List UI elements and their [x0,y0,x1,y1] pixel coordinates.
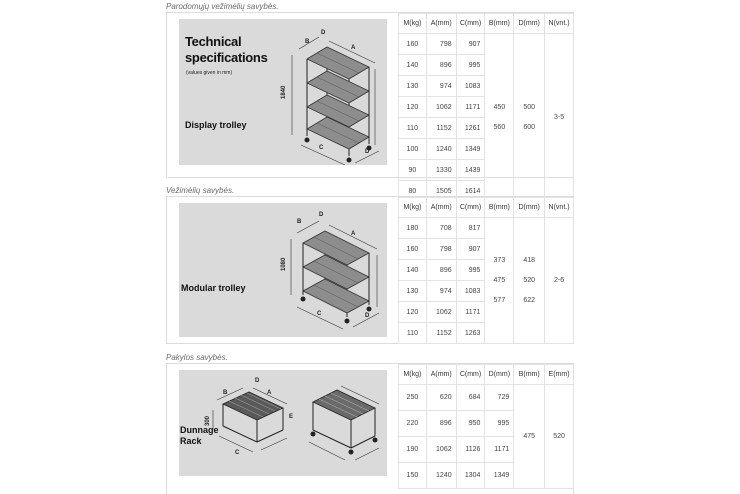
merged-e-cell [545,385,574,489]
dim-c-label: C [235,450,240,456]
cell: 1263 [456,323,485,344]
modular-trolley-figure [179,203,387,337]
section-caption-modular: Vežimėlių savybės. [166,186,235,195]
cell: 896 [426,55,456,76]
cell: 1261 [456,118,485,139]
dunnage-rack-table [398,364,574,489]
cell: 520 [523,276,536,284]
product-name-line2: Rack [180,436,202,446]
cell: 120 [399,97,427,118]
display-trolley-table [398,13,574,202]
cell: 560 [493,123,506,131]
product-name: Display trolley [185,120,247,130]
cell: 1240 [426,139,456,160]
cell: 418 [523,256,536,264]
product-name: Modular trolley [181,283,246,293]
cell: 1349 [485,463,514,489]
cell: 995 [456,260,485,281]
merged-n-cell [545,34,574,202]
display-trolley-drawing [179,19,387,165]
merged-d-cell [514,218,545,344]
dim-b-label: B [223,390,228,396]
merged-n-cell [545,218,574,344]
cell: 500 [523,103,536,111]
cell: 817 [456,218,485,239]
figure-title-line1: Technical [185,34,242,49]
cell: 708 [426,218,456,239]
figure-title-line2: specifications [185,50,268,65]
product-name-line1: Dunnage [180,425,219,435]
merged-b-cell [485,218,514,344]
dim-e-label: E [289,414,294,420]
display-trolley-figure [179,19,387,165]
cell: 80 [399,181,427,202]
cell: 896 [426,411,456,437]
height-dim-label: 1080 [281,257,287,271]
cell: 577 [493,296,506,304]
cell: 995 [456,55,485,76]
cell: 1062 [426,302,456,323]
cell: 798 [426,239,456,260]
cell: 907 [456,34,485,55]
figure-subtitle: (values given in mm) [186,70,233,76]
col-header: B(mm) [485,14,514,34]
height-dim-label: 300 [205,415,211,426]
col-header: N(vnt.) [545,14,574,34]
col-header: D(mm) [485,365,514,385]
col-header: B(mm) [485,198,514,218]
cell: 110 [399,118,427,139]
dunnage-rack-figure [179,370,387,476]
cell: 180 [399,218,427,239]
table-row [399,218,574,239]
cell: 974 [426,281,456,302]
cell: 110 [399,323,427,344]
col-header: N(vnt.) [545,198,574,218]
col-header: A(mm) [426,14,456,34]
col-header: C(mm) [456,198,485,218]
cell: 1505 [426,181,456,202]
cell: 974 [426,76,456,97]
cell: 150 [399,463,427,489]
cell: 896 [426,260,456,281]
cell: 140 [399,55,427,76]
cell: 475 [523,432,536,440]
cell: 995 [485,411,514,437]
dim-b-label: B [297,219,302,225]
cell: 130 [399,281,427,302]
cell: 2-6 [553,276,565,284]
cell: 1171 [456,302,485,323]
dim-a-label: A [351,231,356,237]
cell: 475 [493,276,506,284]
cell: 520 [553,432,565,440]
cell: 1240 [426,463,456,489]
table-row [399,385,574,411]
cell: 684 [456,385,485,411]
col-header: B(mm) [514,365,545,385]
modular-trolley-panel [166,196,574,344]
cell: 3-5 [553,113,565,121]
cell: 90 [399,160,427,181]
cell: 1062 [426,437,456,463]
cell: 1062 [426,97,456,118]
col-header: D(mm) [514,14,545,34]
cell: 1152 [426,323,456,344]
merged-d-cell [514,34,545,202]
cell: 373 [493,256,506,264]
cell: 1349 [456,139,485,160]
cell: 220 [399,411,427,437]
cell: 1126 [456,437,485,463]
cell: 450 [493,103,506,111]
dim-d-bottom-label: D [365,149,370,155]
cell: 798 [426,34,456,55]
dim-d-label: D [255,378,260,384]
dim-d-label: D [321,30,326,36]
col-header: M(kg) [399,198,427,218]
modular-trolley-drawing [179,203,387,337]
cell: 729 [485,385,514,411]
cell: 1304 [456,463,485,489]
cell: 140 [399,260,427,281]
dim-c-label: C [317,311,322,317]
cell: 250 [399,385,427,411]
cell: 160 [399,239,427,260]
modular-trolley-table [398,197,574,344]
cell: 1171 [456,97,485,118]
dunnage-rack-panel [166,363,574,494]
cell: 160 [399,34,427,55]
cell: 1439 [456,160,485,181]
cell: 100 [399,139,427,160]
dim-d-bottom-label: D [365,313,370,319]
cell: 950 [456,411,485,437]
dim-d-label: D [319,212,324,218]
cell: 190 [399,437,427,463]
cell: 1152 [426,118,456,139]
merged-b-cell [514,385,545,489]
cell: 1083 [456,281,485,302]
dim-a-label: A [351,45,356,51]
col-header: C(mm) [456,14,485,34]
col-header: E(mm) [545,365,574,385]
cell: 600 [523,123,536,131]
col-header: D(mm) [514,198,545,218]
section-caption-display: Parodomųjų vežimėlių savybės. [166,2,279,11]
col-header: M(kg) [399,365,427,385]
cell: 622 [523,296,536,304]
cell: 1083 [456,76,485,97]
cell: 1330 [426,160,456,181]
table-row [399,34,574,55]
col-header: M(kg) [399,14,427,34]
dunnage-rack-drawing [179,370,387,476]
cell: 120 [399,302,427,323]
cell: 907 [456,239,485,260]
col-header: A(mm) [426,198,456,218]
cell: 620 [426,385,456,411]
cell: 130 [399,76,427,97]
cell: 1614 [456,181,485,202]
col-header: C(mm) [456,365,485,385]
section-caption-dunnage: Pakylos savybės. [166,353,228,362]
dim-a-label: A [267,390,272,396]
dim-c-label: C [319,145,324,151]
height-dim-label: 1840 [281,85,287,99]
dim-b-label: B [305,39,310,45]
col-header: A(mm) [426,365,456,385]
cell: 1171 [485,437,514,463]
merged-b-cell [485,34,514,202]
